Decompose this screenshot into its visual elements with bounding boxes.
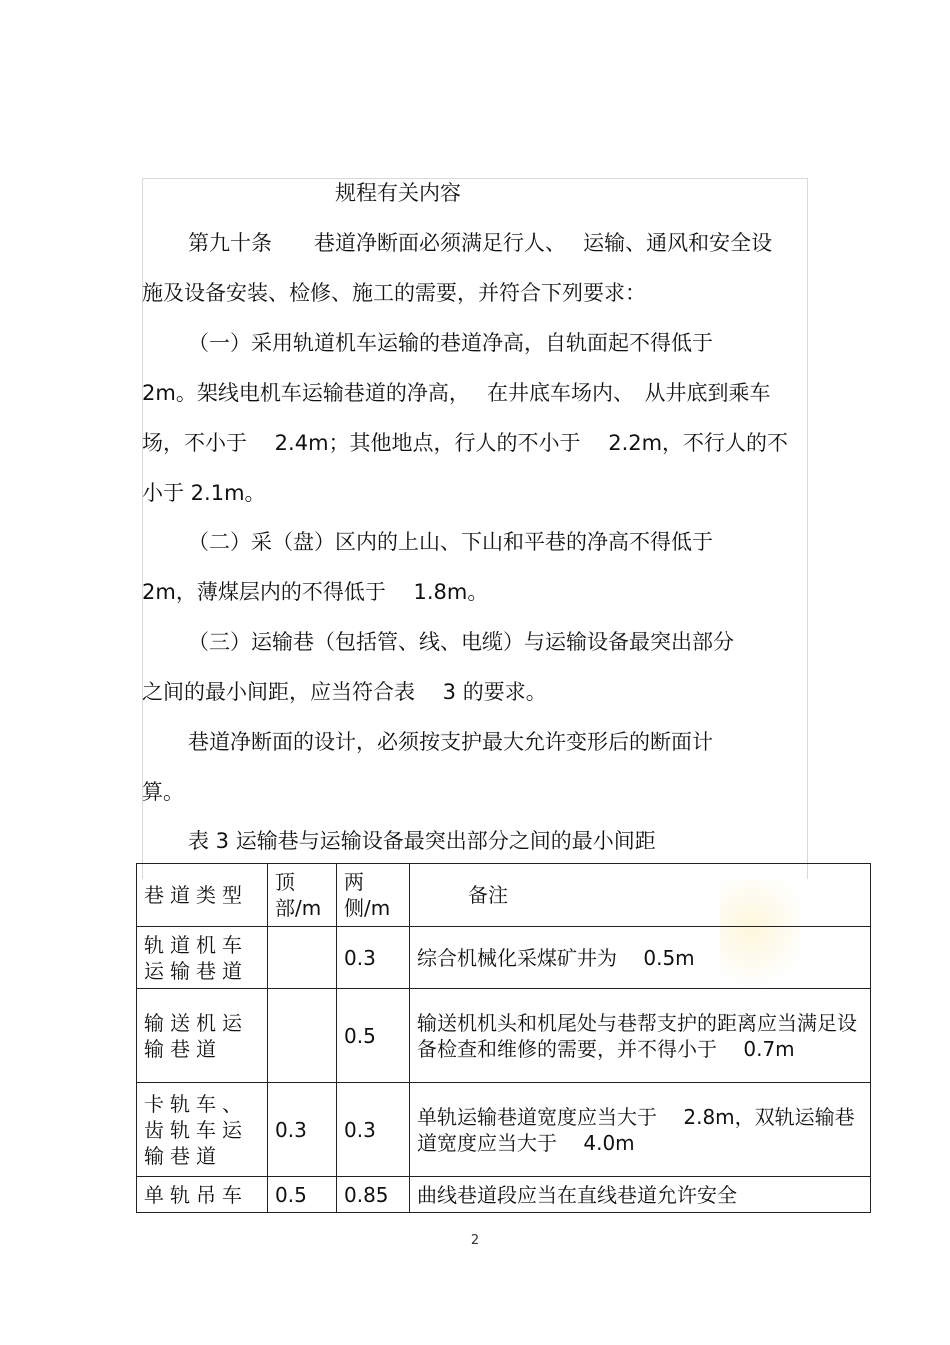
cell-remarks: 综合机械化采煤矿井为 0.5m	[410, 927, 871, 989]
clearance-table	[136, 863, 871, 1213]
table-caption: 表 3 运输巷与运输设备最突出部分之间的最小间距	[188, 829, 656, 853]
cell-sides: 0.5	[337, 989, 410, 1083]
section-title: 规程有关内容	[335, 181, 461, 205]
cell-top	[268, 927, 337, 989]
table-row	[137, 989, 871, 1083]
header-top: 顶部/m	[268, 864, 337, 927]
cell-roadway-type: 轨道机车运输巷道	[137, 927, 268, 989]
cell-roadway-type: 单轨吊车	[137, 1177, 268, 1213]
cell-top	[268, 989, 337, 1083]
cell-remarks: 单轨运输巷道宽度应当大于 2.8m，双轨运输巷道宽度应当大于 4.0m	[410, 1083, 871, 1177]
item-1-line-4: 小于 2.1m。	[142, 481, 266, 505]
cell-roadway-type: 输送机运输巷道	[137, 989, 268, 1083]
cell-sides: 0.3	[337, 1083, 410, 1177]
item-1-line-1: （一）采用轨道机车运输的巷道净高，自轨面起不得低于	[188, 331, 713, 355]
article-90-line-2: 施及设备安装、检修、施工的需要，并符合下列要求：	[142, 281, 646, 305]
design-line-2: 算。	[142, 780, 184, 804]
item-2-line-2: 2m，薄煤层内的不得低于 1.8m。	[142, 580, 489, 604]
cell-sides: 0.3	[337, 927, 410, 989]
item-3-line-1: （三）运输巷（包括管、线、电缆）与运输设备最突出部分	[188, 630, 734, 654]
page-number: 2	[470, 1233, 480, 1248]
cell-top: 0.3	[268, 1083, 337, 1177]
table-row	[137, 927, 871, 989]
cell-top: 0.5	[268, 1177, 337, 1213]
article-90-line-1: 第九十条 巷道净断面必须满足行人、 运输、通风和安全设	[188, 231, 773, 255]
table-header-row	[137, 864, 871, 927]
header-remarks: 备注	[410, 864, 871, 927]
design-line-1: 巷道净断面的设计，必须按支护最大允许变形后的断面计	[188, 730, 713, 754]
cell-sides: 0.85	[337, 1177, 410, 1213]
item-3-line-2: 之间的最小间距，应当符合表 3 的要求。	[142, 680, 547, 704]
header-sides: 两侧/m	[337, 864, 410, 927]
item-2-line-1: （二）采（盘）区内的上山、下山和平巷的净高不得低于	[188, 530, 713, 554]
cell-roadway-type: 卡轨车、齿轨车运输巷道	[137, 1083, 268, 1177]
cell-remarks: 输送机机头和机尾处与巷帮支护的距离应当满足设备检查和维修的需要，并不得小于 0.7m	[410, 989, 871, 1083]
table-row	[137, 1083, 871, 1177]
table-row	[137, 1177, 871, 1213]
header-roadway-type: 巷道类型	[137, 864, 268, 927]
cell-remarks: 曲线巷道段应当在直线巷道允许安全	[410, 1177, 871, 1213]
item-1-line-3: 场，不小于 2.4m；其他地点，行人的不小于 2.2m，不行人的不	[142, 431, 789, 455]
item-1-line-2: 2m。架线电机车运输巷道的净高， 在井底车场内、 从井底到乘车	[142, 381, 771, 405]
